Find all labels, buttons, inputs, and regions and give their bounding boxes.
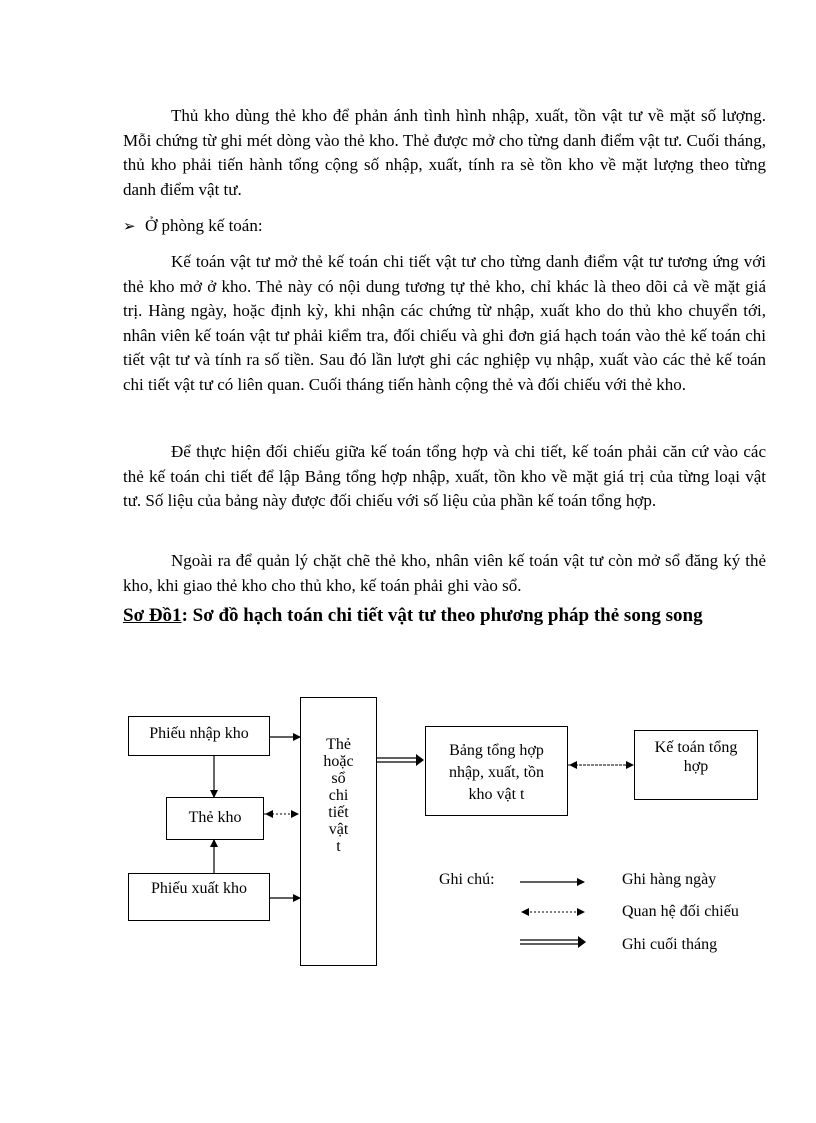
paragraph-doi-chieu: Để thực hiện đối chiếu giữa kế toán tổng hợp và chi tiết, kế toán phải căn cứ vào các thẻ kế toán chi tiết để lập Bảng tổng hợp nhập, xuất, tồn kho về mặt giá trị của từng loại vật tư. Số liệu của bảng này được đối chiếu với số liệu của phần kế toán tổng hợp. (123, 442, 766, 510)
legend-quan-he-doi-chieu: Quan hệ đối chiếu (622, 903, 739, 920)
paragraph-ngoai-ra: Ngoài ra để quản lý chặt chẽ thẻ kho, nhân viên kế toán vật tư còn mở sổ đăng ký thẻ kho, khi giao thẻ kho cho thủ kho, kế toán phải ghi vào sổ. (123, 551, 766, 595)
box-phieu-nhap-kho: Phiếu nhập kho (128, 716, 270, 756)
legend-title: Ghi chú: (439, 871, 495, 888)
paragraph-ke-toan-vat-tu: Kế toán vật tư mở thẻ kế toán chi tiết vật tư cho từng danh điểm vật tư tương ứng với thẻ kho mở ở kho. Thẻ này có nội dung tương tự thẻ kho, chỉ khác là theo dõi cả về mặt giá trị. Hàng ngày, hoặc định kỳ, khi nhận các chứng từ nhập, xuất kho do thủ kho chuyển tới, nhân viên kế toán vật tư phải kiểm tra, đối chiếu và ghi đơn giá hạch toán vào thẻ kế toán chi tiết vật tư và tính ra số tiền. Sau đó lần lượt ghi các nghiệp vụ nhập, xuất vào các thẻ kế toán chi tiết vật tư có liên quan. Cuối tháng tiến hành cộng thẻ và đối chiếu với thẻ kho. (123, 252, 766, 394)
legend-ghi-cuoi-thang: Ghi cuối tháng (622, 936, 718, 953)
box-the-kho: Thẻ kho (166, 797, 264, 840)
diagram-heading-text: : Sơ đồ hạch toán chi tiết vật tư theo phương pháp thẻ song song (181, 605, 703, 626)
box-the-hoac-so-chi-tiet: Thẻ hoặc sổ chi tiết vật t (300, 697, 377, 966)
box-phieu-xuat-kho: Phiếu xuất kho (128, 873, 270, 921)
arrow-bullet-icon: ➢ (123, 217, 136, 235)
box-ke-toan-tong-hop: Kế toán tổng hợp (634, 730, 758, 800)
diagram-heading-label: Sơ Đồ1 (123, 605, 182, 626)
box-bang-tong-hop: Bảng tổng hợp nhập, xuất, tồn kho vật t (425, 726, 568, 816)
bullet-text: Ở phòng kế toán: (145, 216, 263, 235)
legend-ghi-hang-ngay: Ghi hàng ngày (622, 871, 717, 888)
paragraph-thu-kho: Thủ kho dùng thẻ kho để phản ánh tình hình nhập, xuất, tồn vật tư về mặt số lượng. Mỗi chứng từ ghi mét dòng vào thẻ kho. Thẻ được mở cho từng danh điểm vật tư. Cuối tháng, thủ kho phải tiến hành tổng cộng số nhập, xuất, tính ra sè tồn kho về mặt lượng theo từng danh điểm vật tư. (123, 106, 766, 199)
